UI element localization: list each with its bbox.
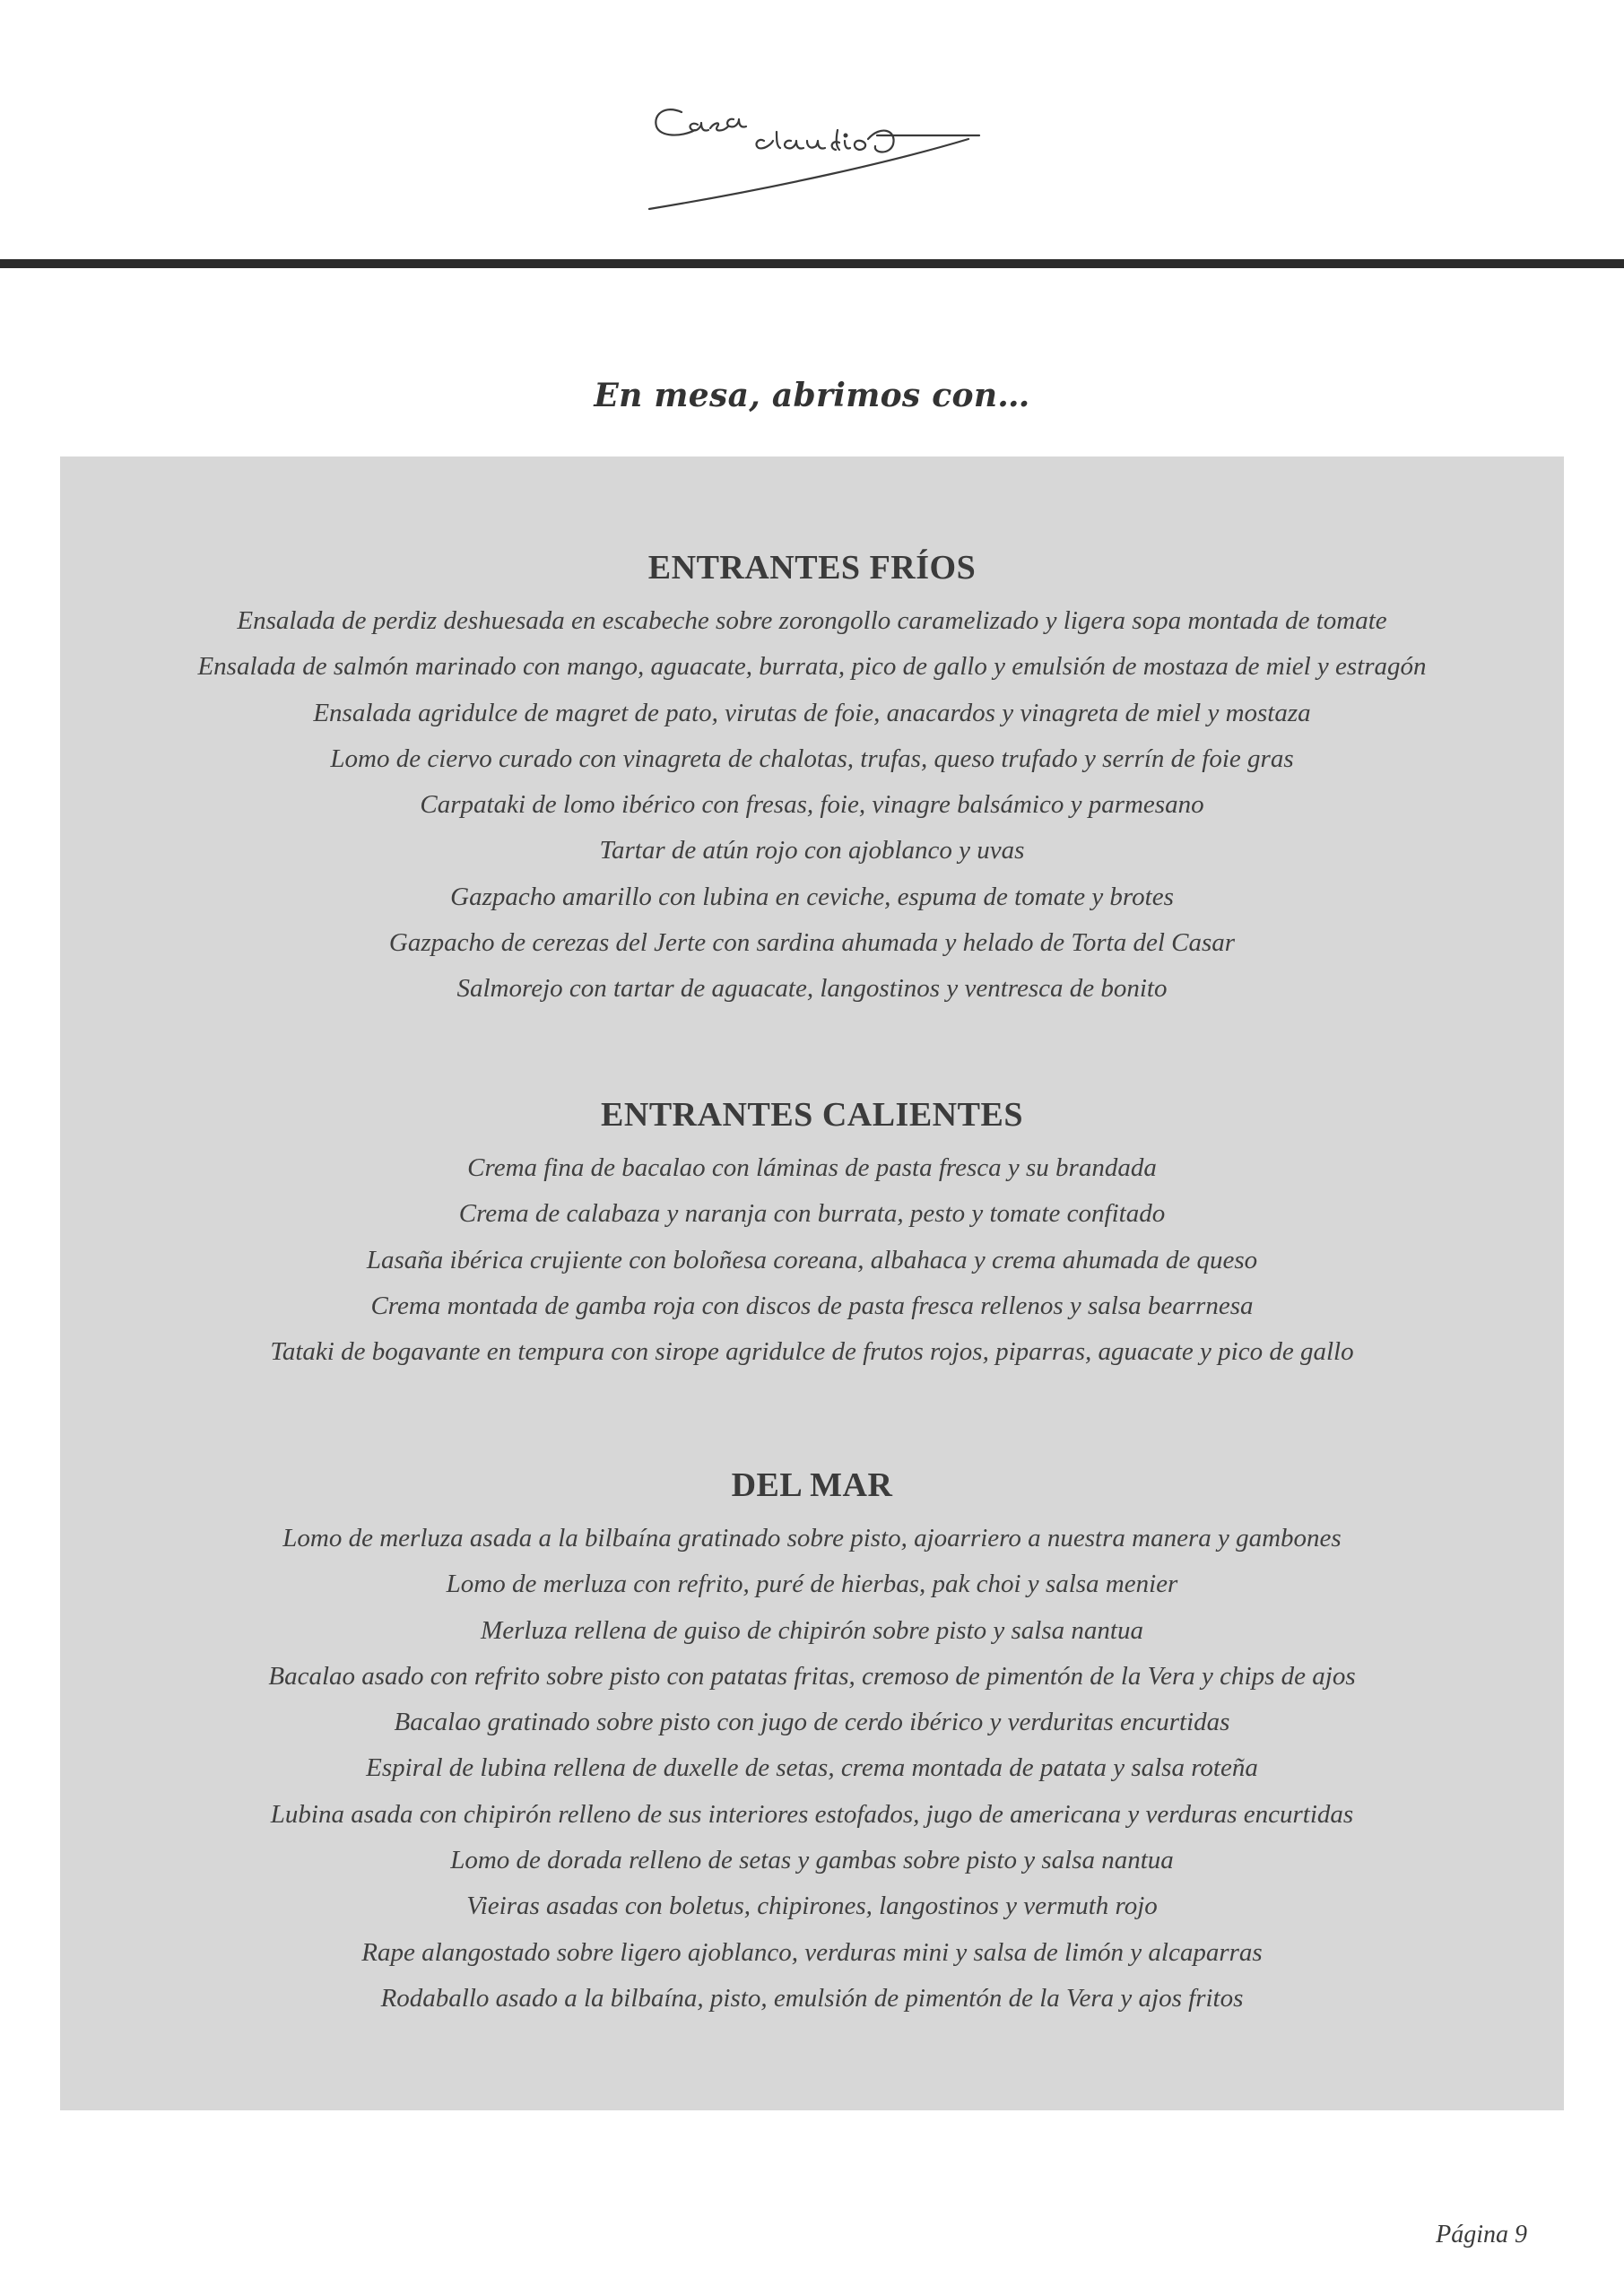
menu-intro-heading: En mesa, abrimos con… bbox=[594, 377, 1030, 414]
header-divider bbox=[0, 259, 1624, 268]
section-title: ENTRANTES CALIENTES bbox=[601, 1096, 1023, 1134]
dish-item: Salmorejo con tartar de aguacate, langostinos y ventresca de bonito bbox=[456, 974, 1168, 1004]
dish-list bbox=[60, 1145, 1564, 1375]
dish-item: Lomo de merluza con refrito, puré de hierbas, pak choi y salsa menier bbox=[446, 1570, 1178, 1599]
dish-item: Bacalao asado con refrito sobre pisto con patatas fritas, cremoso de pimentón de la Vera y chips de ajos bbox=[268, 1661, 1356, 1691]
dish-item: Crema de calabaza y naranja con burrata, pesto y tomate confitado bbox=[458, 1199, 1166, 1229]
dish-list bbox=[60, 598, 1564, 1013]
dish-item: Gazpacho amarillo con lubina en ceviche, espuma de tomate y brotes bbox=[450, 882, 1174, 911]
dish-item: Lomo de ciervo curado con vinagreta de chalotas, trufas, queso trufado y serrín de foie gras bbox=[330, 744, 1294, 773]
dish-item: Merluza rellena de guiso de chipirón sobre pisto y salsa nantua bbox=[481, 1615, 1143, 1645]
dish-item: Ensalada de salmón marinado con mango, aguacate, burrata, pico de gallo y emulsión de mostaza de miel y estragón bbox=[197, 652, 1427, 682]
dish-item: Lubina asada con chipirón relleno de sus interiores estofados, jugo de americana y verduras encurtidas bbox=[270, 1799, 1354, 1829]
section-title: ENTRANTES FRÍOS bbox=[647, 549, 977, 587]
dish-item: Lasaña ibérica crujiente con boloñesa coreana, albahaca y crema ahumada de queso bbox=[366, 1245, 1258, 1274]
dish-item: Crema montada de gamba roja con discos de pasta fresca rellenos y salsa bearrnesa bbox=[370, 1291, 1254, 1320]
dish-item: Carpataki de lomo ibérico con fresas, foie, vinagre balsámico y parmesano bbox=[420, 790, 1204, 820]
signature-logo bbox=[646, 94, 986, 211]
dish-item: Lomo de merluza asada a la bilbaína gratinado sobre pisto, ajoarriero a nuestra manera y gambones bbox=[282, 1524, 1342, 1552]
dish-item: Vieiras asadas con boletus, chipirones, langostinos y vermuth rojo bbox=[466, 1892, 1158, 1921]
menu-panel bbox=[60, 457, 1564, 2110]
section-entrantes-frios bbox=[60, 537, 1564, 1013]
dish-item: Rape alangostado sobre ligero ajoblanco, verduras mini y salsa de limón y alcaparras bbox=[361, 1937, 1263, 1967]
section-del-mar bbox=[60, 1455, 1564, 2022]
dish-list bbox=[60, 1516, 1564, 2022]
section-entrantes-calientes bbox=[60, 1084, 1564, 1375]
dish-item: Tataki de bogavante en tempura con sirope agridulce de frutos rojos, piparras, aguacate y pico de gallo bbox=[270, 1337, 1354, 1367]
page-number: Página 9 bbox=[1436, 2221, 1527, 2248]
dish-item: Bacalao gratinado sobre pisto con jugo de cerdo ibérico y verduritas encurtidas bbox=[394, 1708, 1230, 1737]
dish-item: Gazpacho de cerezas del Jerte con sardina ahumada y helado de Torta del Casar bbox=[388, 928, 1236, 958]
dish-item: Crema fina de bacalao con láminas de pasta fresca y su brandada bbox=[467, 1153, 1157, 1182]
dish-item: Ensalada de perdiz deshuesada en escabeche sobre zorongollo caramelizado y ligera sopa montada de tomate bbox=[237, 606, 1387, 635]
dish-item: Tartar de atún rojo con ajoblanco y uvas bbox=[599, 836, 1025, 865]
dish-item: Ensalada agridulce de magret de pato, virutas de foie, anacardos y vinagreta de miel y mostaza bbox=[313, 698, 1311, 727]
section-title: DEL MAR bbox=[731, 1466, 893, 1504]
dish-item: Rodaballo asado a la bilbaína, pisto, emulsión de pimentón de la Vera y ajos fritos bbox=[380, 1983, 1244, 2013]
dish-item: Espiral de lubina rellena de duxelle de setas, crema montada de patata y salsa roteña bbox=[366, 1753, 1258, 1783]
dish-item: Lomo de dorada relleno de setas y gambas sobre pisto y salsa nantua bbox=[450, 1846, 1174, 1875]
